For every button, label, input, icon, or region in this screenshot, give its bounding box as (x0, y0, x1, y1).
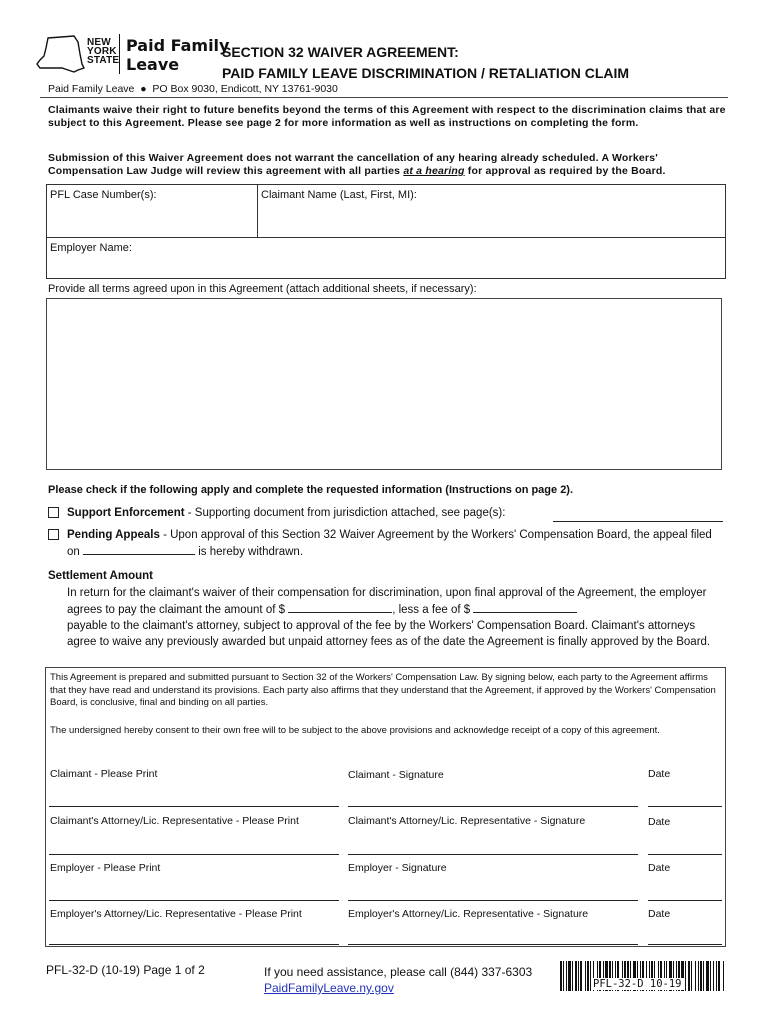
claimant-name-label: Claimant Name (Last, First, MI): (261, 189, 417, 201)
employer-signature-label: Employer - Signature (348, 862, 447, 874)
pending-appeals-title: Pending Appeals (67, 529, 160, 541)
employer-name-field[interactable] (46, 237, 726, 279)
settlement-heading: Settlement Amount (48, 570, 153, 582)
support-enforcement-title: Support Enforcement (67, 507, 185, 519)
consent-text: This Agreement is prepared and submitted pursuant to Section 32 of the Workers' Compensation Law. By signing below, each party to the Agreement affirms that they have read and understand its provisions. Each party also affirms that they understand that the Agreement, if approved by the Workers' Compensation Board, is conclusive, final and binding on all parties. (50, 672, 716, 708)
page-title (222, 42, 629, 84)
checks-heading: Please check if the following apply and complete the requested information (Instructions on page 2). (48, 484, 574, 496)
employer-date-line[interactable] (648, 900, 722, 901)
employer-attorney-print-label: Employer's Attorney/Lic. Representative - Please Print (50, 908, 302, 920)
case-number-field[interactable] (46, 184, 258, 238)
pending-appeals-text: - Upon approval of this Section 32 Waiver Agreement by the Workers' Compensation Board, the appeal filed on (67, 529, 712, 558)
hearing-notice-text: Submission of this Waiver Agreement does not warrant the cancellation of any hearing already scheduled. A Workers' Compensation Law Judge will review this agreement with all parties (48, 152, 658, 177)
claimant-print-label: Claimant - Please Print (50, 768, 158, 780)
employer-attorney-date-label: Date (648, 908, 671, 920)
claimant-signature-label: Claimant - Signature (348, 769, 444, 781)
bullet-icon: ● (140, 83, 147, 95)
address-line: PO Box 9030, Endicott, NY 13761-9030 (152, 83, 338, 95)
support-enforcement-checkbox[interactable] (48, 507, 59, 518)
logo-state-line: NEW (87, 37, 111, 48)
pending-appeals-checkbox[interactable] (48, 529, 59, 540)
logo-divider (119, 34, 120, 74)
terms-label: Provide all terms agreed upon in this Agreement (attach additional sheets, if necessary): (48, 283, 477, 295)
ny-state-map-icon (34, 34, 86, 74)
employer-attorney-print-line[interactable] (49, 944, 339, 945)
logo-program-line: Paid Family (126, 36, 230, 55)
logo-state-line: STATE (87, 55, 120, 66)
claimant-name-field[interactable] (257, 184, 726, 238)
consent-acknowledgement: The undersigned hereby consent to their own free will to be subject to the above provisions and acknowledge receipt of a copy of this agreement. (50, 725, 660, 736)
employer-attorney-date-line[interactable] (648, 944, 722, 945)
employer-attorney-signature-label: Employer's Attorney/Lic. Representative - Signature (348, 908, 589, 920)
barcode-text: PFL-32-D 10-19 (593, 978, 682, 990)
settlement-text (67, 585, 722, 650)
employer-print-line[interactable] (49, 900, 339, 901)
claimant-attorney-date-label: Date (648, 816, 671, 828)
logo-state-line: YORK (87, 46, 117, 57)
pending-appeals-item (67, 527, 717, 560)
support-pages-input[interactable] (553, 508, 723, 522)
title-line-1: SECTION 32 WAIVER AGREEMENT: (222, 44, 459, 60)
claimant-attorney-print-line[interactable] (49, 854, 339, 855)
assistance-info (264, 964, 532, 996)
employer-name-label: Employer Name: (50, 242, 132, 254)
hearing-emphasis: at a hearing (403, 165, 465, 177)
mailing-address (48, 83, 338, 95)
assistance-phone: If you need assistance, please call (844) 337-6303 (264, 965, 533, 979)
employer-print-label: Employer - Please Print (50, 862, 161, 874)
settlement-text-3: payable to the claimant's attorney, subject to approval of the fee by the Workers' Compensation Board. Claimant's attorneys agree to waive any previously awarded but unpaid attorney fees as of the date the Agreement is finally approved by the Board. (67, 620, 711, 648)
support-enforcement-item (67, 505, 505, 521)
case-number-label: PFL Case Number(s): (50, 189, 157, 201)
settlement-text-2: , less a fee of $ (392, 604, 471, 616)
pending-appeals-text-end: is hereby withdrawn. (195, 546, 304, 558)
logo-program-name (126, 36, 229, 74)
claimant-signature-line[interactable] (348, 806, 638, 807)
form-id: PFL-32-D (10-19) Page 1 of 2 (46, 963, 205, 977)
header-divider (40, 97, 728, 98)
settlement-amount-input[interactable] (288, 601, 392, 613)
support-enforcement-text: - Supporting document from jurisdiction attached, see page(s): (184, 507, 506, 519)
terms-textarea[interactable] (46, 298, 722, 470)
hearing-notice-text-end: for approval as required by the Board. (464, 165, 666, 177)
waiver-notice: Claimants waive their right to future benefits beyond the terms of this Agreement with respect to the discrimination claims that are subject to this Agreement. Please see page 2 for more information as well as instructions on completing the form. (48, 104, 726, 129)
claimant-print-line[interactable] (49, 806, 339, 807)
attorney-fee-input[interactable] (473, 601, 577, 613)
employer-date-label: Date (648, 862, 671, 874)
claimant-date-line[interactable] (648, 806, 722, 807)
claimant-attorney-print-label: Claimant's Attorney/Lic. Representative - Please Print (50, 815, 299, 827)
address-org: Paid Family Leave (48, 83, 135, 95)
website-link[interactable]: PaidFamilyLeave.ny.gov (264, 981, 394, 995)
claimant-attorney-date-line[interactable] (648, 854, 722, 855)
employer-attorney-signature-line[interactable] (348, 944, 638, 945)
hearing-notice (48, 152, 728, 178)
title-line-2: PAID FAMILY LEAVE DISCRIMINATION / RETALIATION CLAIM (222, 65, 630, 81)
claimant-attorney-signature-label: Claimant's Attorney/Lic. Representative - Signature (348, 815, 586, 827)
appeal-date-input[interactable] (83, 543, 195, 555)
settlement-text-1: In return for the claimant's waiver of their compensation for discrimination, upon final approval of the Agreement, the employer agrees to pay the claimant the amount of $ (67, 587, 707, 616)
claimant-attorney-signature-line[interactable] (348, 854, 638, 855)
employer-signature-line[interactable] (348, 900, 638, 901)
claimant-date-label: Date (648, 768, 671, 780)
logo-program-line: Leave (126, 55, 180, 74)
logo-state-name (87, 38, 119, 65)
